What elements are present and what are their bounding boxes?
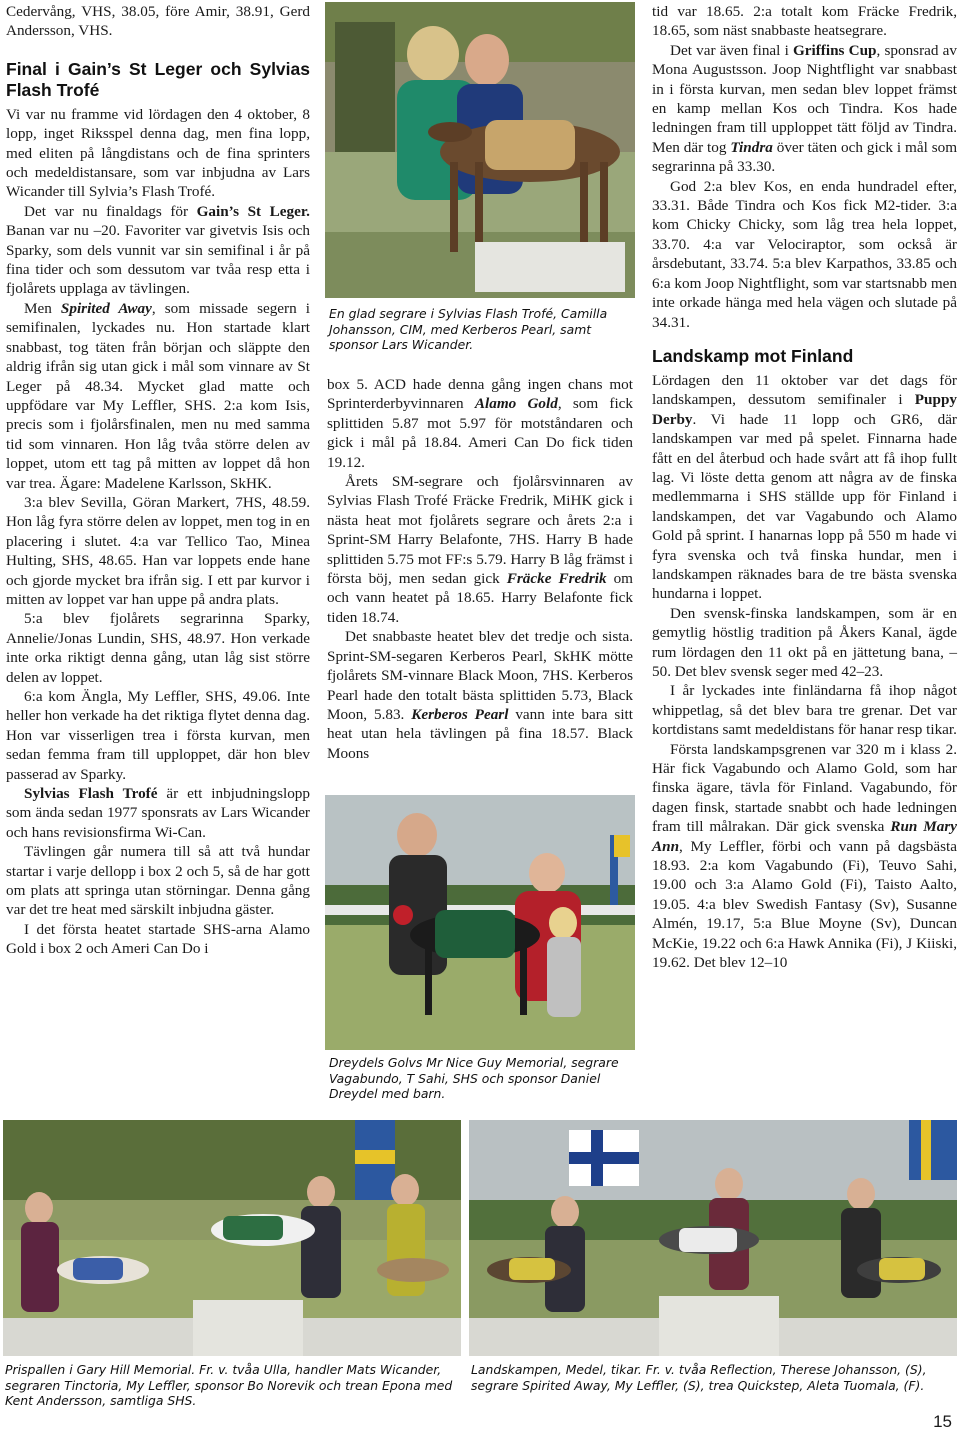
paragraph: Men Spirited Away, som missade segern i semifinalen, lyckades nu. Hon startade klart snabbast, tog täten från början och släppte den aldrig ifrån sig utan gick i mål som vinnare av St Leger på 48.34. Mycket glad matte och uppfödare var My Leffler, SHS. 2:a kom Isis, precis som i fjolårsfinalen, men nu med samma tid som vinnaren. Hon låg tvåa större delen av loppet, utom ett tag på mitten av loppet då hon var trea. Ägare: Madelene Karlsson, SkHK. bbox=[6, 299, 310, 492]
paragraph: tid var 18.65. 2:a totalt kom Fräcke Fredrik, 18.65, som näst snabbaste heatsegrare. bbox=[652, 3, 957, 40]
paragraph: Det var även final i Griffins Cup, sponsrad av Mona Augustsson. Joop Nightflight var snabbast in i första kurvan, men sedan blev loppet främst en kamp mellan Kos och Tindra. Kos hade ledningen fram till upploppet tätt följd av Tindra. Men där tog Tindra över täten och gick i mål som segrarinna på 33.30. bbox=[652, 41, 958, 176]
photo-illustration bbox=[469, 1120, 957, 1356]
paragraph: 3:a blev Sevilla, Göran Markert, 7HS, 48.59. Hon låg fyra större delen av loppet, men tog in en placering i slutet. 4:a var Tellico Tao, Minea Hulting, SHS, 48.65. Han var loppets ende hane och gjorde mycket bra ifrån sig. I ett par kurvor i mitten av loppet var han uppe på andra plats. bbox=[6, 493, 310, 608]
photo-illustration bbox=[325, 2, 635, 298]
section-heading-landskamp: Landskamp mot Finland bbox=[652, 345, 854, 366]
photo-kerberos-pearl-winner bbox=[325, 2, 635, 298]
paragraph: 5:a blev fjolårets segrarinna Sparky, Annelie/Jonas Lundin, SHS, 48.97. Hon verkade inte orka riktigt denna gång, utan låg sist större delen av loppet. bbox=[6, 610, 310, 686]
photo-landskamp-medel-tikar bbox=[469, 1120, 957, 1356]
photo-illustration bbox=[3, 1120, 461, 1356]
photo-caption: Landskampen, Medel, tikar. Fr. v. tvåa Reflection, Therese Johansson, (S), segrare Spirited Away, My Leffler, (S), trea Quickstep, Aleta Tuomala, (F). bbox=[471, 1362, 927, 1393]
paragraph: Sylvias Flash Trofé är ett inbjudningslopp som ända sedan 1977 sponsrats av Lars Wicander och hans revisionsfirma Wi-Can. bbox=[6, 785, 310, 841]
paragraph: Första landskampsgrenen var 320 m i klass 2. Här fick Vagabundo och Alamo Gold, som har finska ägare, tävla för Finland. Vagabundo, för dagen finsk, startade snabbt och hade ledningen fram till målrakan. Där gick svenska Run Mary Ann, My Leffler, förbi och vann på dagsbästa 18.93. 2:a kom Vagabundo (Fi), Teuvo Sahi, 19.00 och 3:a Alamo Gold (Fi), Taisto Aalto, 19.05. 4:a blev Swedish Fantasy (Sv), Susanne Almén, 19.17, 5:a Blue Moyne (Sv), Duncan McKie, 19.22 och 6:a Hawk Annika (Fi), J Kiiski, 19.62. Det blev 12–10 bbox=[652, 740, 957, 972]
paragraph: Årets SM-segrare och fjolårsvinnaren av Sylvias Flash Trofé Fräcke Fredrik, MiHK gick i nästa heat mot fjolårets segrare och årets 2:a i Sprint-SM Harry Belafonte, 7HS. Harry B hade splittiden 5.75 mot FF:s 5.79. Harry B låg främst i första böj, men sedan gick Fräcke Fredrik om och vann heatet på 18.65. Harry Belafonte fick tiden 18.74. bbox=[327, 473, 633, 626]
paragraph: 6:a kom Ängla, My Leffler, SHS, 49.06. Inte heller hon verkade ha det riktiga flytet denna dag. Hon var visserligen trea i första kurvan, men sedan femma fram till upploppet, där hon blev passerad av Sparky. bbox=[6, 688, 310, 783]
photo-vagabundo-winner bbox=[325, 795, 635, 1050]
article-column-3 bbox=[652, 2, 957, 973]
photo-caption: Prispallen i Gary Hill Memorial. Fr. v. tvåa Ulla, handler Mats Wicander, segraren Tinctoria, My Leffler, sponsor Bo Norevik och trean Epona med Kent Andersson, samtliga SHS. bbox=[5, 1362, 453, 1408]
photo-caption: Dreydels Golvs Mr Nice Guy Memorial, segrare Vagabundo, T Sahi, SHS och sponsor Daniel Dreydel med barn. bbox=[329, 1055, 619, 1101]
paragraph: Vi var nu framme vid lördagen den 4 oktober, 8 lopp, inget Riksspel denna dag, men fina lopp, med eliten på långdistans och de fina sprinters och medeldistansare, som var inbjudna av Lars Wicander till Sylvia’s Flash Trofé. bbox=[6, 105, 310, 201]
paragraph: Lördagen den 11 oktober var det dags för landskampen, dessutom semifinaler i Puppy Derby. Vi hade 11 lopp och GR6, där landskampen var med på spelet. Finnarna hade fått en del återbud och hade svårt att få ihop fullt lag. Vi löste detta genom att några av de finska medlemmarna i SHS ställde upp för Finland i landskampen, det var Vagabundo och Alamo Gold på sprint. I hanarnas lopp på 550 m hade vi fyra svenska och två finska hundar, men i landskampen räknades bara de tre bästa svenska hundarna i loppet. bbox=[652, 371, 957, 603]
photo-gary-hill-podium bbox=[3, 1120, 461, 1356]
paragraph: Den svensk-finska landskampen, som är en gemytlig höstlig tradition på Åkers Kanal, ägde rum lördagen den 11 okt på en jättetung bana, –50. Det blev svensk seger med 42–23. bbox=[652, 604, 957, 680]
article-column-2 bbox=[327, 375, 633, 763]
paragraph: Det var nu finaldags för Gain’s St Leger. Banan var nu –20. Favoriter var givetvis Isis och Sparky, som dels vunnit var sin semifinal i år på fina tider och som dessutom var tvåa resp etta i fjolårets upplaga av tävlingen. bbox=[6, 202, 310, 298]
paragraph: God 2:a blev Kos, en enda hundradel efter, 33.31. Både Tindra och Kos fick M2-tider. 3:a kom Chicky Chicky, som låg trea hela loppet, 33.70. 4:a var Velociraptor, som också är årsdebutant, 33.74. 5:a blev Karpathos, 33.85 och 6:a kom Joop Nightflight, som var startsnabb men inte orkade hänga med hela vägen och slutade på 34.31. bbox=[652, 177, 957, 331]
photo-caption: En glad segrare i Sylvias Flash Trofé, Camilla Johansson, CIM, med Kerberos Pearl, samt sponsor Lars Wicander. bbox=[329, 306, 608, 352]
paragraph: I år lyckades inte finländarna få ihop något whippetlag, så det blev bara tre grenar. Det var kortdistans samt medeldistans för hanar resp tikar. bbox=[652, 682, 957, 739]
photo-illustration bbox=[325, 795, 635, 1050]
paragraph: Det snabbaste heatet blev det tredje och sista. Sprint-SM-segaren Kerberos Pearl, SkHK mötte fjolårets SM-vinnare Black Moon, 7HS. Kerberos Pearl hade den totalt bästa splittiden 5.73, Black Moon, 5.83. Kerberos Pearl vann inte bara sitt heat utan hela tävlingen på fina 18.57. Black Moons bbox=[327, 628, 633, 762]
paragraph: Cedervång, VHS, 38.05, före Amir, 38.91, Gerd Andersson, VHS. bbox=[6, 3, 310, 40]
article-column-1 bbox=[6, 2, 310, 959]
page-number: 15 bbox=[933, 1412, 952, 1431]
paragraph: I det första heatet startade SHS-arna Alamo Gold i box 2 och Ameri Can Do i bbox=[6, 920, 310, 958]
section-heading-st-leger: Final i Gain’s St Leger och Sylvias Flash Trofé bbox=[6, 58, 310, 100]
paragraph: Tävlingen går numera till så att två hundar startar i varje dellopp i box 2 och 5, så de har gott om plats att springa utan störningar. Denna gång var det tre heat med särskilt inbjudna gäster. bbox=[6, 843, 310, 919]
paragraph: box 5. ACD hade denna gång ingen chans mot Sprinterderbyvinnaren Alamo Gold, som fick splittiden 5.87 mot 5.97 för motståndaren och gick i mål på 18.84. Ameri Can Do fick tiden 19.12. bbox=[327, 376, 633, 471]
